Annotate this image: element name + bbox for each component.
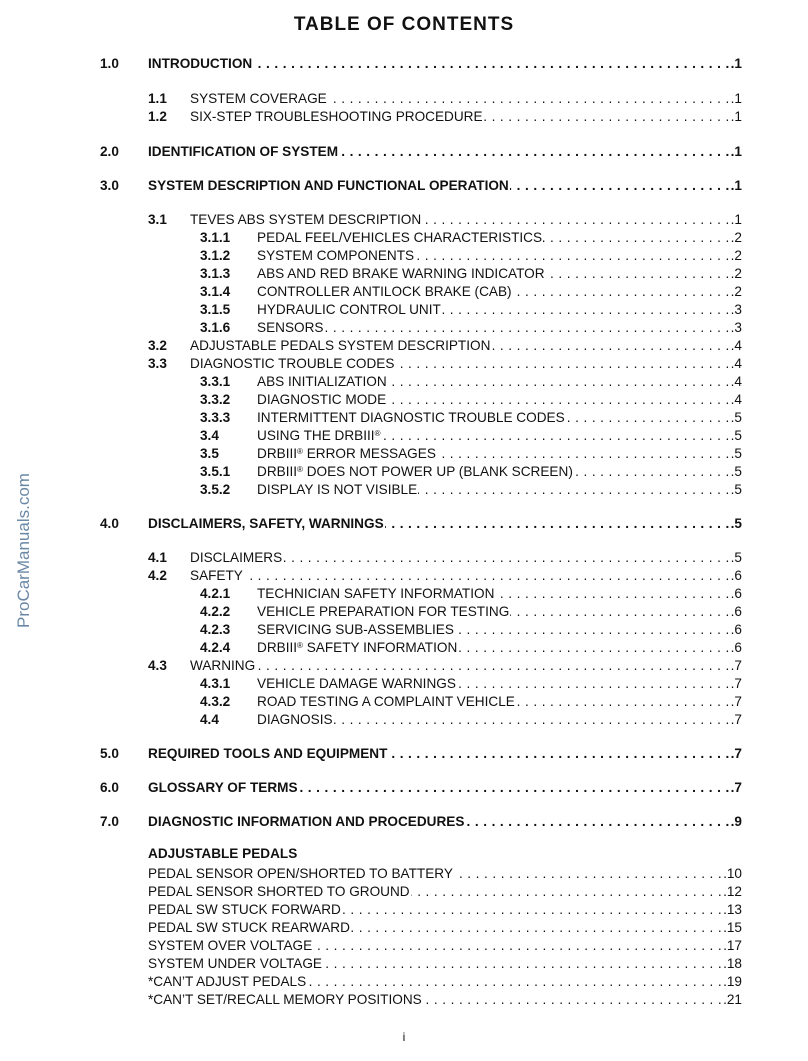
toc-entry bbox=[100, 445, 742, 463]
toc-entry bbox=[100, 865, 742, 883]
toc-entry-page: .1 bbox=[730, 109, 742, 124]
toc-entry-title: USING THE DRBIII® bbox=[257, 428, 381, 443]
leader-dots bbox=[437, 445, 730, 463]
toc-entry-page: .1 bbox=[730, 212, 742, 227]
toc-entry-title: TECHNICIAN SAFETY INFORMATION bbox=[257, 586, 495, 601]
toc-entry-number: 3.4 bbox=[200, 428, 219, 443]
toc-entry-number: 4.3.1 bbox=[200, 676, 231, 691]
toc-entry-page: .7 bbox=[730, 676, 742, 691]
leader-dots bbox=[334, 711, 730, 729]
leader-dots bbox=[516, 693, 730, 711]
toc-entry-title: SENSORS bbox=[257, 320, 324, 335]
toc-entry-number: 3.5.2 bbox=[200, 482, 231, 497]
toc-entry-title: REQUIRED TOOLS AND EQUIPMENT bbox=[148, 746, 388, 761]
leader-dots bbox=[283, 549, 730, 567]
toc-entry bbox=[100, 657, 742, 675]
leader-dots bbox=[339, 143, 730, 161]
toc-entry-title: TEVES ABS SYSTEM DESCRIPTION bbox=[190, 212, 422, 227]
toc-entry-number: 4.0 bbox=[100, 516, 119, 531]
toc-entry-number: 3.1.4 bbox=[200, 284, 231, 299]
leader-dots bbox=[387, 391, 730, 409]
toc-entry-title: *CAN’T SET/RECALL MEMORY POSITIONS bbox=[148, 992, 422, 1007]
leader-dots bbox=[351, 919, 722, 937]
toc-entry-number: 1.1 bbox=[148, 91, 167, 106]
toc-entry bbox=[100, 675, 742, 693]
toc-entry bbox=[100, 901, 742, 919]
toc-entry-page: .1 bbox=[730, 144, 742, 159]
toc-entry-page: .5 bbox=[730, 482, 742, 497]
page-title: TABLE OF CONTENTS bbox=[293, 14, 515, 35]
leader-dots bbox=[324, 319, 729, 337]
toc-entry bbox=[100, 463, 742, 481]
leader-dots bbox=[313, 937, 722, 955]
toc-entry bbox=[100, 337, 742, 355]
toc-entry bbox=[100, 639, 742, 657]
toc-entry-number: 4.2.4 bbox=[200, 640, 231, 655]
leader-dots bbox=[546, 265, 730, 283]
toc-entry-page: .7 bbox=[730, 694, 742, 709]
toc-entry-title: SYSTEM COMPONENTS bbox=[257, 248, 415, 263]
toc-entry-title: DISPLAY IS NOT VISIBLE bbox=[257, 482, 418, 497]
toc-entry-title: SYSTEM UNDER VOLTAGE bbox=[148, 956, 322, 971]
toc-entry-title: CONTROLLER ANTILOCK BRAKE (CAB) bbox=[257, 284, 512, 299]
toc-entry bbox=[100, 283, 742, 301]
toc-entry-page: .5 bbox=[730, 428, 742, 443]
toc-entry-title: DIAGNOSTIC MODE bbox=[257, 392, 387, 407]
toc-entry-page: .5 bbox=[730, 516, 742, 531]
leader-dots bbox=[510, 603, 729, 621]
toc-entry-number: 3.5.1 bbox=[200, 464, 231, 479]
toc-entry-number: 3.1.5 bbox=[200, 302, 231, 317]
toc-entry-title: PEDAL SENSOR OPEN/SHORTED TO BATTERY bbox=[148, 866, 453, 881]
toc-entry-page: .21 bbox=[723, 992, 742, 1007]
leader-dots bbox=[244, 567, 730, 585]
toc-entry-title: VEHICLE PREPARATION FOR TESTING bbox=[257, 604, 510, 619]
toc-entry-page: .4 bbox=[730, 356, 742, 371]
toc-entry-title: SIX-STEP TROUBLESHOOTING PROCEDURE bbox=[190, 109, 483, 124]
toc-entry bbox=[100, 90, 742, 108]
leader-dots bbox=[323, 955, 722, 973]
toc-entry-page: .13 bbox=[723, 902, 742, 917]
toc-entry-title: ABS AND RED BRAKE WARNING INDICATOR bbox=[257, 266, 545, 281]
toc-entry bbox=[100, 515, 742, 533]
toc-entry-page: .6 bbox=[730, 604, 742, 619]
toc-entry-title: DISCLAIMERS, SAFETY, WARNINGS bbox=[148, 516, 384, 531]
toc-entry bbox=[100, 108, 742, 126]
toc-entry bbox=[100, 143, 742, 161]
toc-entry-number: 1.2 bbox=[148, 109, 167, 124]
toc-entry bbox=[100, 319, 742, 337]
toc-entry-title: SERVICING SUB-ASSEMBLIES bbox=[257, 622, 454, 637]
toc-entry bbox=[100, 745, 742, 763]
toc-entry-page: .5 bbox=[730, 410, 742, 425]
toc-entry-number: 3.1.6 bbox=[200, 320, 231, 335]
toc-entry bbox=[100, 813, 742, 831]
toc-entry-page: .4 bbox=[730, 338, 742, 353]
toc-entry-number: 3.0 bbox=[100, 178, 119, 193]
toc-entry bbox=[100, 427, 742, 445]
leader-dots bbox=[256, 657, 729, 675]
toc-entry-number: 4.2.2 bbox=[200, 604, 231, 619]
toc-entry-page: .1 bbox=[730, 56, 742, 71]
toc-entry-page: .15 bbox=[723, 920, 742, 935]
toc-entry-title: GLOSSARY OF TERMS bbox=[148, 780, 298, 795]
toc-entry-number: 3.3.1 bbox=[200, 374, 231, 389]
toc-entry bbox=[100, 481, 742, 499]
toc-entry-number: 4.4 bbox=[200, 712, 219, 727]
toc-entry-page: .5 bbox=[730, 550, 742, 565]
toc-entry-title: ADJUSTABLE PEDALS SYSTEM DESCRIPTION bbox=[190, 338, 491, 353]
toc-entry-page: .3 bbox=[730, 302, 742, 317]
toc-entry bbox=[100, 621, 742, 639]
toc-entry bbox=[100, 265, 742, 283]
toc-entry-page: .12 bbox=[723, 884, 742, 899]
toc-entry-number: 2.0 bbox=[100, 144, 119, 159]
toc-entry bbox=[100, 301, 742, 319]
leader-dots bbox=[458, 639, 729, 657]
toc-entry bbox=[100, 229, 742, 247]
toc-entry-title: PEDAL FEEL/VEHICLES CHARACTERISTICS bbox=[257, 230, 543, 245]
toc-entry-title: ROAD TESTING A COMPLAINT VEHICLE bbox=[257, 694, 515, 709]
toc-entry-title: PEDAL SENSOR SHORTED TO GROUND bbox=[148, 884, 410, 899]
toc-entry bbox=[100, 991, 742, 1009]
toc-entry-number: 3.3.3 bbox=[200, 410, 231, 425]
toc-entry-number: 4.2.3 bbox=[200, 622, 231, 637]
toc-entry-page: .2 bbox=[730, 248, 742, 263]
leader-dots bbox=[457, 675, 730, 693]
leader-dots bbox=[491, 337, 729, 355]
toc-entry-title: ABS INITIALIZATION bbox=[257, 374, 387, 389]
toc-entry-title: DRBIII® ERROR MESSAGES bbox=[257, 446, 436, 461]
toc-entry-number: 4.2 bbox=[148, 568, 167, 583]
toc-entry-title: DIAGNOSTIC INFORMATION AND PROCEDURES bbox=[148, 814, 465, 829]
toc-entry bbox=[100, 693, 742, 711]
toc-entry-title: SYSTEM OVER VOLTAGE bbox=[148, 938, 313, 953]
toc-entry bbox=[100, 549, 742, 567]
toc-entry bbox=[100, 711, 742, 729]
toc-entry-page: .10 bbox=[723, 866, 742, 881]
leader-dots bbox=[381, 427, 729, 445]
toc-entry bbox=[100, 603, 742, 621]
leader-dots bbox=[385, 515, 730, 533]
toc-entry-page: .9 bbox=[730, 814, 742, 829]
toc-entry bbox=[100, 177, 742, 195]
toc-entry-page: .6 bbox=[730, 568, 742, 583]
leader-dots bbox=[513, 283, 730, 301]
leader-dots bbox=[465, 813, 729, 831]
toc-entry-title: SYSTEM COVERAGE bbox=[190, 91, 327, 106]
leader-dots bbox=[510, 177, 730, 195]
leader-dots bbox=[454, 865, 722, 883]
leader-dots bbox=[342, 901, 722, 919]
toc-entry-page: .5 bbox=[730, 446, 742, 461]
toc-entry-page: .7 bbox=[730, 712, 742, 727]
toc-entry-title: SAFETY bbox=[190, 568, 243, 583]
toc-entry-title: DIAGNOSIS bbox=[257, 712, 333, 727]
toc-entry-title: PEDAL SW STUCK FORWARD bbox=[148, 902, 341, 917]
toc-entry-number: 3.1.2 bbox=[200, 248, 231, 263]
leader-dots bbox=[299, 779, 730, 797]
toc-entry-title: INTRODUCTION bbox=[148, 56, 253, 71]
watermark: ProCarManuals.com bbox=[14, 473, 33, 628]
toc-entry bbox=[100, 937, 742, 955]
toc-entry-number: 7.0 bbox=[100, 814, 119, 829]
page-number: i bbox=[402, 1030, 406, 1044]
toc-entry-page: .2 bbox=[730, 230, 742, 245]
toc-entry-title: DRBIII® DOES NOT POWER UP (BLANK SCREEN) bbox=[257, 464, 573, 479]
leader-dots bbox=[307, 973, 722, 991]
toc-entry bbox=[100, 883, 742, 901]
toc-entry-title: IDENTIFICATION OF SYSTEM bbox=[148, 144, 339, 159]
toc-entry-number: 4.2.1 bbox=[200, 586, 231, 601]
toc-entry bbox=[100, 567, 742, 585]
toc-entry-number: 3.5 bbox=[200, 446, 219, 461]
toc-entry bbox=[100, 973, 742, 991]
toc-entry-page: .6 bbox=[730, 640, 742, 655]
toc-entry-page: .2 bbox=[730, 284, 742, 299]
leader-dots bbox=[574, 463, 730, 481]
toc-entry-number: 4.3.2 bbox=[200, 694, 231, 709]
toc-entry bbox=[100, 55, 742, 73]
toc-entry-number: 3.3 bbox=[148, 356, 167, 371]
toc-entry-number: 3.1.1 bbox=[200, 230, 231, 245]
toc-entry-title: DIAGNOSTIC TROUBLE CODES bbox=[190, 356, 395, 371]
toc-entry-title: SYSTEM DESCRIPTION AND FUNCTIONAL OPERATION bbox=[148, 178, 509, 193]
leader-dots bbox=[423, 991, 722, 1009]
toc-entry-page: .7 bbox=[730, 658, 742, 673]
toc-entry-page: .6 bbox=[730, 586, 742, 601]
toc-entry-page: .3 bbox=[730, 320, 742, 335]
toc-entry-page: .6 bbox=[730, 622, 742, 637]
toc-entry-title: PEDAL SW STUCK REARWARD bbox=[148, 920, 350, 935]
toc-entry bbox=[100, 247, 742, 265]
toc-entry-number: 3.2 bbox=[148, 338, 167, 353]
toc-entry-title: WARNING bbox=[190, 658, 256, 673]
toc-entry bbox=[100, 585, 742, 603]
toc-entry-page: .4 bbox=[730, 374, 742, 389]
leader-dots bbox=[388, 745, 729, 763]
toc-entry-title: DRBIII® SAFETY INFORMATION bbox=[257, 640, 458, 655]
leader-dots bbox=[418, 481, 729, 499]
toc-entry bbox=[100, 919, 742, 937]
toc-entry bbox=[100, 211, 742, 229]
toc-entry-number: 4.3 bbox=[148, 658, 167, 673]
leader-dots bbox=[328, 90, 730, 108]
toc-entry-title: *CAN’T ADJUST PEDALS bbox=[148, 974, 307, 989]
toc-entry-number: 1.0 bbox=[100, 56, 119, 71]
leader-dots bbox=[253, 55, 729, 73]
leader-dots bbox=[495, 585, 729, 603]
leader-dots bbox=[455, 621, 730, 639]
toc-entry-number: 3.3.2 bbox=[200, 392, 231, 407]
leader-dots bbox=[543, 229, 730, 247]
toc-entry-page: .19 bbox=[723, 974, 742, 989]
toc-entry bbox=[100, 373, 742, 391]
toc-entry-page: .7 bbox=[730, 780, 742, 795]
toc-entry bbox=[100, 355, 742, 373]
toc-entry-page: .18 bbox=[723, 956, 742, 971]
toc-entry bbox=[100, 409, 742, 427]
leader-dots bbox=[415, 247, 730, 265]
toc-entry-title: INTERMITTENT DIAGNOSTIC TROUBLE CODES bbox=[257, 410, 565, 425]
toc-entry-page: .4 bbox=[730, 392, 742, 407]
toc-entry bbox=[100, 955, 742, 973]
leader-dots bbox=[388, 373, 730, 391]
toc-entry-number: 6.0 bbox=[100, 780, 119, 795]
toc-entry-page: .17 bbox=[723, 938, 742, 953]
toc-entry-number: 3.1 bbox=[148, 212, 167, 227]
toc-entry bbox=[100, 779, 742, 797]
toc-entry-page: .1 bbox=[730, 178, 742, 193]
toc-entry-number: 3.1.3 bbox=[200, 266, 231, 281]
toc-entry-number: 4.1 bbox=[148, 550, 167, 565]
leader-dots bbox=[411, 883, 722, 901]
toc-entry-number: 5.0 bbox=[100, 746, 119, 761]
leader-dots bbox=[442, 301, 730, 319]
leader-dots bbox=[566, 409, 730, 427]
toc-entry-title: DISCLAIMERS bbox=[190, 550, 283, 565]
adjustable-pedals-heading: ADJUSTABLE PEDALS bbox=[148, 846, 298, 861]
toc-entry-page: .1 bbox=[730, 91, 742, 106]
toc-entry-page: .7 bbox=[730, 746, 742, 761]
leader-dots bbox=[422, 211, 730, 229]
toc-entry-page: .2 bbox=[730, 266, 742, 281]
leader-dots bbox=[484, 108, 730, 126]
toc-entry bbox=[100, 391, 742, 409]
toc-entry-page: .5 bbox=[730, 464, 742, 479]
toc-entry-title: HYDRAULIC CONTROL UNIT bbox=[257, 302, 441, 317]
leader-dots bbox=[395, 355, 729, 373]
toc-entry-title: VEHICLE DAMAGE WARNINGS bbox=[257, 676, 456, 691]
